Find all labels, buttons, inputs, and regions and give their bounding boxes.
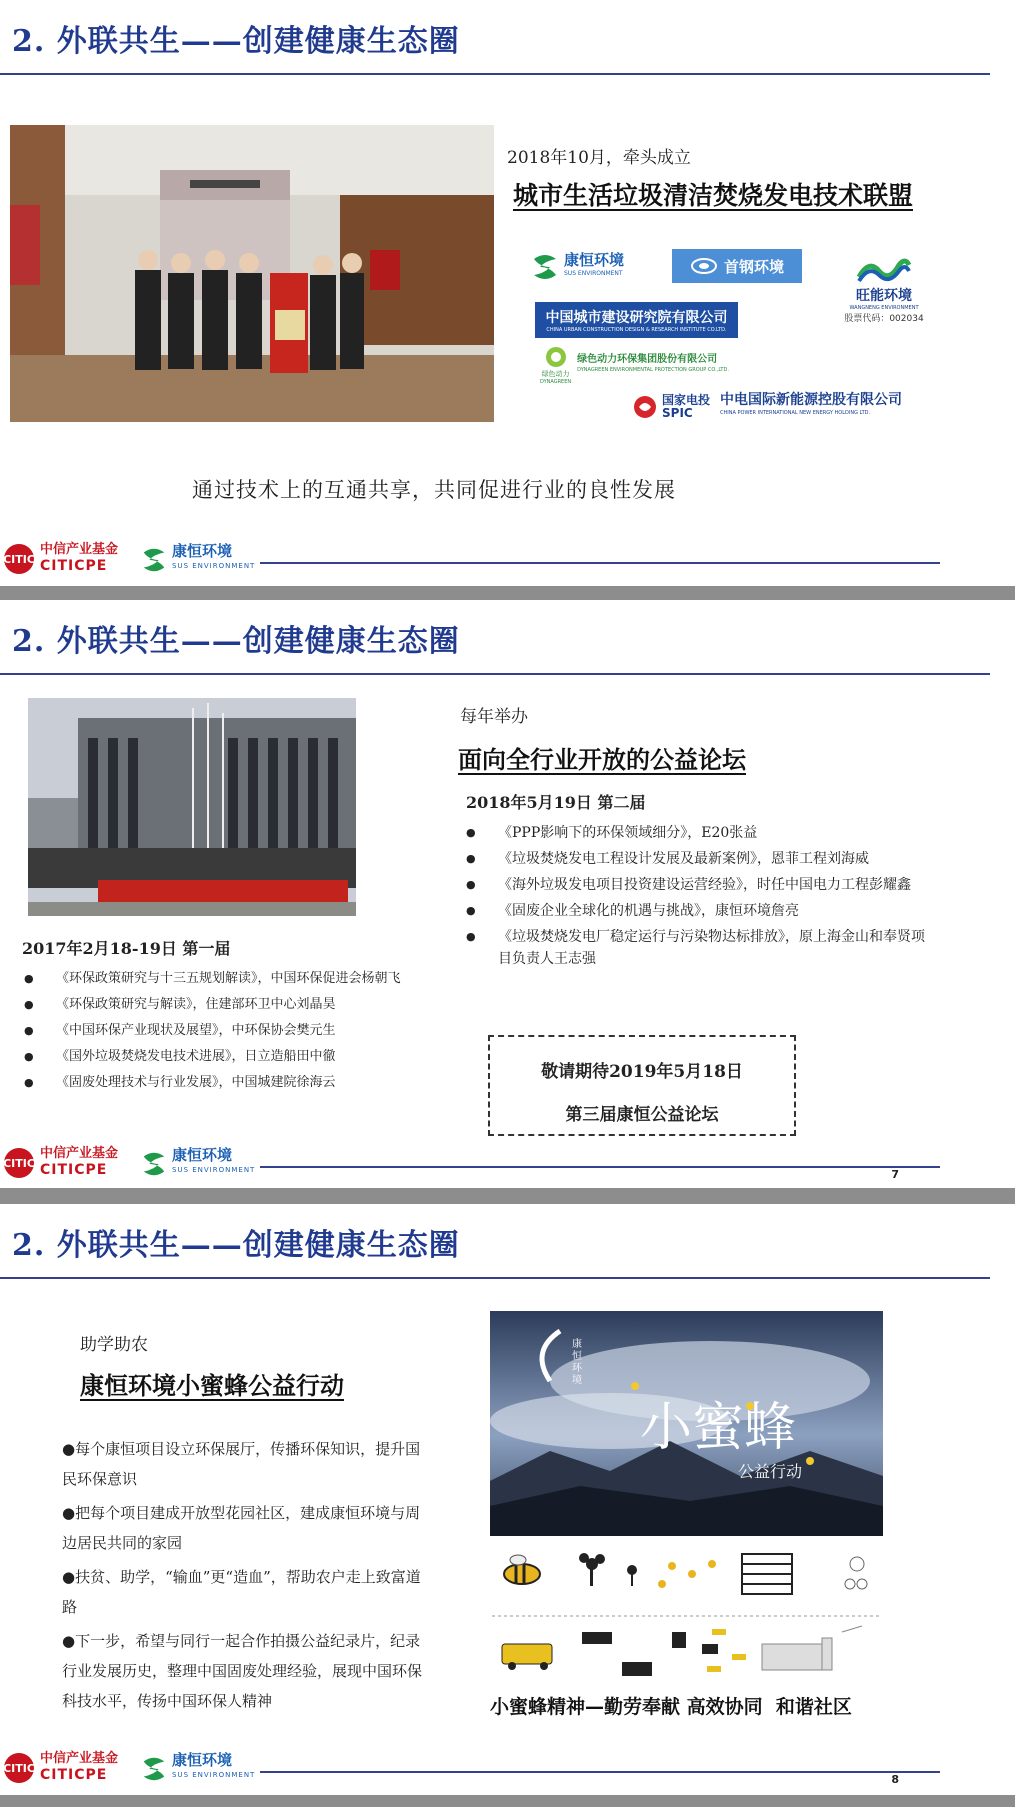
slide-title: 2. 外联共生——创建健康生态圈 xyxy=(12,624,460,659)
alliance-date: 2018年10月，牵头成立 xyxy=(507,148,691,168)
second-forum-list xyxy=(466,822,926,974)
little-bee-banner xyxy=(490,1311,883,1536)
list-item: ● 《海外垃圾发电项目投资建设运营经验》，时任中国电力工程彭耀鑫 xyxy=(466,874,926,896)
alliance-caption: 通过技术上的互通共享，共同促进行业的良性发展 xyxy=(192,478,676,502)
list-item: ● 《环保政策研究与十三五规划解读》，中国环保促进会杨朝飞 xyxy=(24,968,434,990)
slide-gap xyxy=(0,1188,1015,1204)
bee-intro: 助学助农 xyxy=(80,1335,148,1355)
cpine-logo-en: CHINA POWER INTERNATIONAL NEW ENERGY HOLDING LTD. xyxy=(720,410,871,416)
list-item: ● 《环保政策研究与解读》，住建部环卫中心刘晶昊 xyxy=(24,994,434,1016)
sus-name-en: SUS ENVIRONMENT xyxy=(172,1166,256,1174)
wangneng-stock-code: 股票代码：002034 xyxy=(844,313,924,324)
green-power-mark-text: 绿色动力 xyxy=(541,370,570,378)
citic-name-cn: 中信产业基金 xyxy=(40,1751,119,1766)
footer-rule xyxy=(260,1166,940,1168)
wangneng-logo-en: WANGNENG ENVIRONMENT xyxy=(849,304,919,311)
sus-name-en: SUS ENVIRONMENT xyxy=(172,1771,256,1779)
sus-name-cn: 康恒环境 xyxy=(172,542,233,560)
spic-mark-icon xyxy=(632,394,658,420)
bee-list xyxy=(62,1434,432,1716)
next-forum-notice xyxy=(488,1035,796,1136)
list-item: ● 《垃圾焚烧发电工程设计发展及最新案例》，恩菲工程刘海威 xyxy=(466,848,926,870)
forum-photo xyxy=(28,698,356,916)
notice-line-1: 敬请期待2019年5月18日 xyxy=(541,1062,743,1082)
forum-heading: 面向全行业开放的公益论坛 xyxy=(458,746,746,774)
green-power-mark-en: DYNAGREEN xyxy=(540,379,572,385)
citic-logo-icon: CITIC xyxy=(4,1148,34,1178)
bee-banner-title: 小蜜蜂 xyxy=(640,1398,797,1458)
bee-heading: 康恒环境小蜜蜂公益行动 xyxy=(80,1372,344,1400)
citic-name-en: CITICPE xyxy=(40,1162,108,1178)
slide-title: 2. 外联共生——创建健康生态圈 xyxy=(12,24,460,59)
kangheng-logo-text: 康恒环境 xyxy=(564,251,625,269)
sus-logo-icon xyxy=(140,1150,168,1178)
sus-logo-icon xyxy=(140,546,168,574)
slide-alliance xyxy=(0,0,1015,586)
bee-tagline: 小蜜蜂精神—勤劳奉献 高效协同 和谐社区 xyxy=(490,1696,852,1718)
list-item: ● 《固废企业全球化的机遇与挑战》，康恒环境詹亮 xyxy=(466,900,926,922)
sus-name-cn: 康恒环境 xyxy=(172,1751,233,1769)
sus-logo-icon xyxy=(140,1755,168,1783)
wangneng-mark-icon xyxy=(855,257,913,285)
citic-logo-icon: CITIC xyxy=(4,544,34,574)
page-number: 7 xyxy=(891,1168,899,1181)
page-number: 8 xyxy=(891,1773,899,1786)
slide-gap xyxy=(0,1795,1015,1807)
china-urban-logo-text: 中国城市建设研究院有限公司 xyxy=(545,310,728,326)
sus-name-cn: 康恒环境 xyxy=(172,1146,233,1164)
citic-name-cn: 中信产业基金 xyxy=(40,542,119,557)
forum-intro: 每年举办 xyxy=(460,707,528,727)
list-item: ● 《国外垃圾焚烧发电技术进展》，日立造船田中徹 xyxy=(24,1046,434,1068)
sus-name-en: SUS ENVIRONMENT xyxy=(172,562,256,570)
wangneng-logo-text: 旺能环境 xyxy=(856,287,912,304)
notice-line-2: 第三届康恒公益论坛 xyxy=(565,1105,719,1125)
footer-rule xyxy=(260,1771,940,1773)
logo-shougang xyxy=(672,249,802,283)
logo-kangheng xyxy=(530,250,640,284)
list-item: ●每个康恒项目设立环保展厅，传播环保知识，提升国民环保意识 xyxy=(62,1440,421,1488)
kangheng-logo-en: SUS ENVIRONMENT xyxy=(564,270,623,277)
kangheng-mark-icon xyxy=(530,253,560,281)
citic-logo-icon: CITIC xyxy=(4,1753,34,1783)
logo-wangneng xyxy=(838,250,930,330)
footer xyxy=(0,1749,1015,1789)
logo-china-urban xyxy=(535,302,738,338)
title-rule xyxy=(0,1277,990,1279)
spic-logo-cn: 国家电投 xyxy=(662,393,711,407)
slide-title: 2. 外联共生——创建健康生态圈 xyxy=(12,1228,460,1263)
citic-name-cn: 中信产业基金 xyxy=(40,1146,119,1161)
list-item: ●把每个项目建成开放型花园社区，建成康恒环境与周边居民共同的家园 xyxy=(62,1504,421,1552)
list-item: ●扶贫、助学，“输血”更“造血”，帮助农户走上致富道路 xyxy=(62,1568,421,1616)
footer xyxy=(0,1144,1015,1184)
cpine-logo-text: 中电国际新能源控股有限公司 xyxy=(720,392,903,408)
china-urban-logo-en: CHINA URBAN CONSTRUCTION DESIGN & RESEARCH INSTITUTE CO.LTD. xyxy=(546,327,727,333)
footer xyxy=(0,540,1015,580)
citic-name-en: CITICPE xyxy=(40,558,108,574)
footer-rule xyxy=(260,562,940,564)
list-item: ● 《中国环保产业现状及展望》，中环保协会樊元生 xyxy=(24,1020,434,1042)
spic-logo-en: SPIC xyxy=(662,406,693,420)
alliance-heading: 城市生活垃圾清洁焚烧发电技术联盟 xyxy=(513,181,914,210)
logo-green-power xyxy=(540,345,740,385)
list-item: ● 《PPP影响下的环保领域细分》，E20张益 xyxy=(466,822,926,844)
second-forum-title: 2018年5月19日 第二届 xyxy=(466,793,646,812)
slide-gap xyxy=(0,586,1015,600)
slide-little-bee xyxy=(0,1204,1015,1795)
bee-brand-text: 康恒环境 xyxy=(572,1339,582,1386)
shougang-logo-text: 首钢环境 xyxy=(723,257,784,276)
citic-name-en: CITICPE xyxy=(40,1767,108,1783)
bee-banner-subtitle: 公益行动 xyxy=(738,1462,803,1481)
list-item: ● 《固废处理技术与行业发展》，中国城建院徐海云 xyxy=(24,1072,434,1094)
list-item: ●下一步，希望与同行一起合作拍摄公益纪录片，纪录行业发展历史，整理中国固废处理经验，展现中国环保科技水平，传扬中国环保人精神 xyxy=(62,1632,423,1710)
shougang-mark-icon xyxy=(690,256,718,276)
first-forum-list xyxy=(24,968,434,1098)
title-rule xyxy=(0,73,990,75)
slide-forum xyxy=(0,600,1015,1188)
first-forum-title: 2017年2月18-19日 第一届 xyxy=(22,939,231,958)
ceremony-photo xyxy=(10,125,494,422)
green-power-logo-text: 绿色动力环保集团股份有限公司 xyxy=(577,354,718,365)
title-rule xyxy=(0,673,990,675)
logo-spic xyxy=(632,390,932,424)
green-power-mark-icon xyxy=(544,345,568,369)
bee-diagram xyxy=(492,1544,882,1689)
bee-icon xyxy=(504,1555,540,1584)
list-item: ● 《垃圾焚烧发电厂稳定运行与污染物达标排放》，原上海金山和奉贤项目负责人王志强 xyxy=(466,926,926,970)
green-power-logo-en: DYNAGREEN ENVIRONMENTAL PROTECTION GROUP CO.,LTD. xyxy=(577,367,729,373)
